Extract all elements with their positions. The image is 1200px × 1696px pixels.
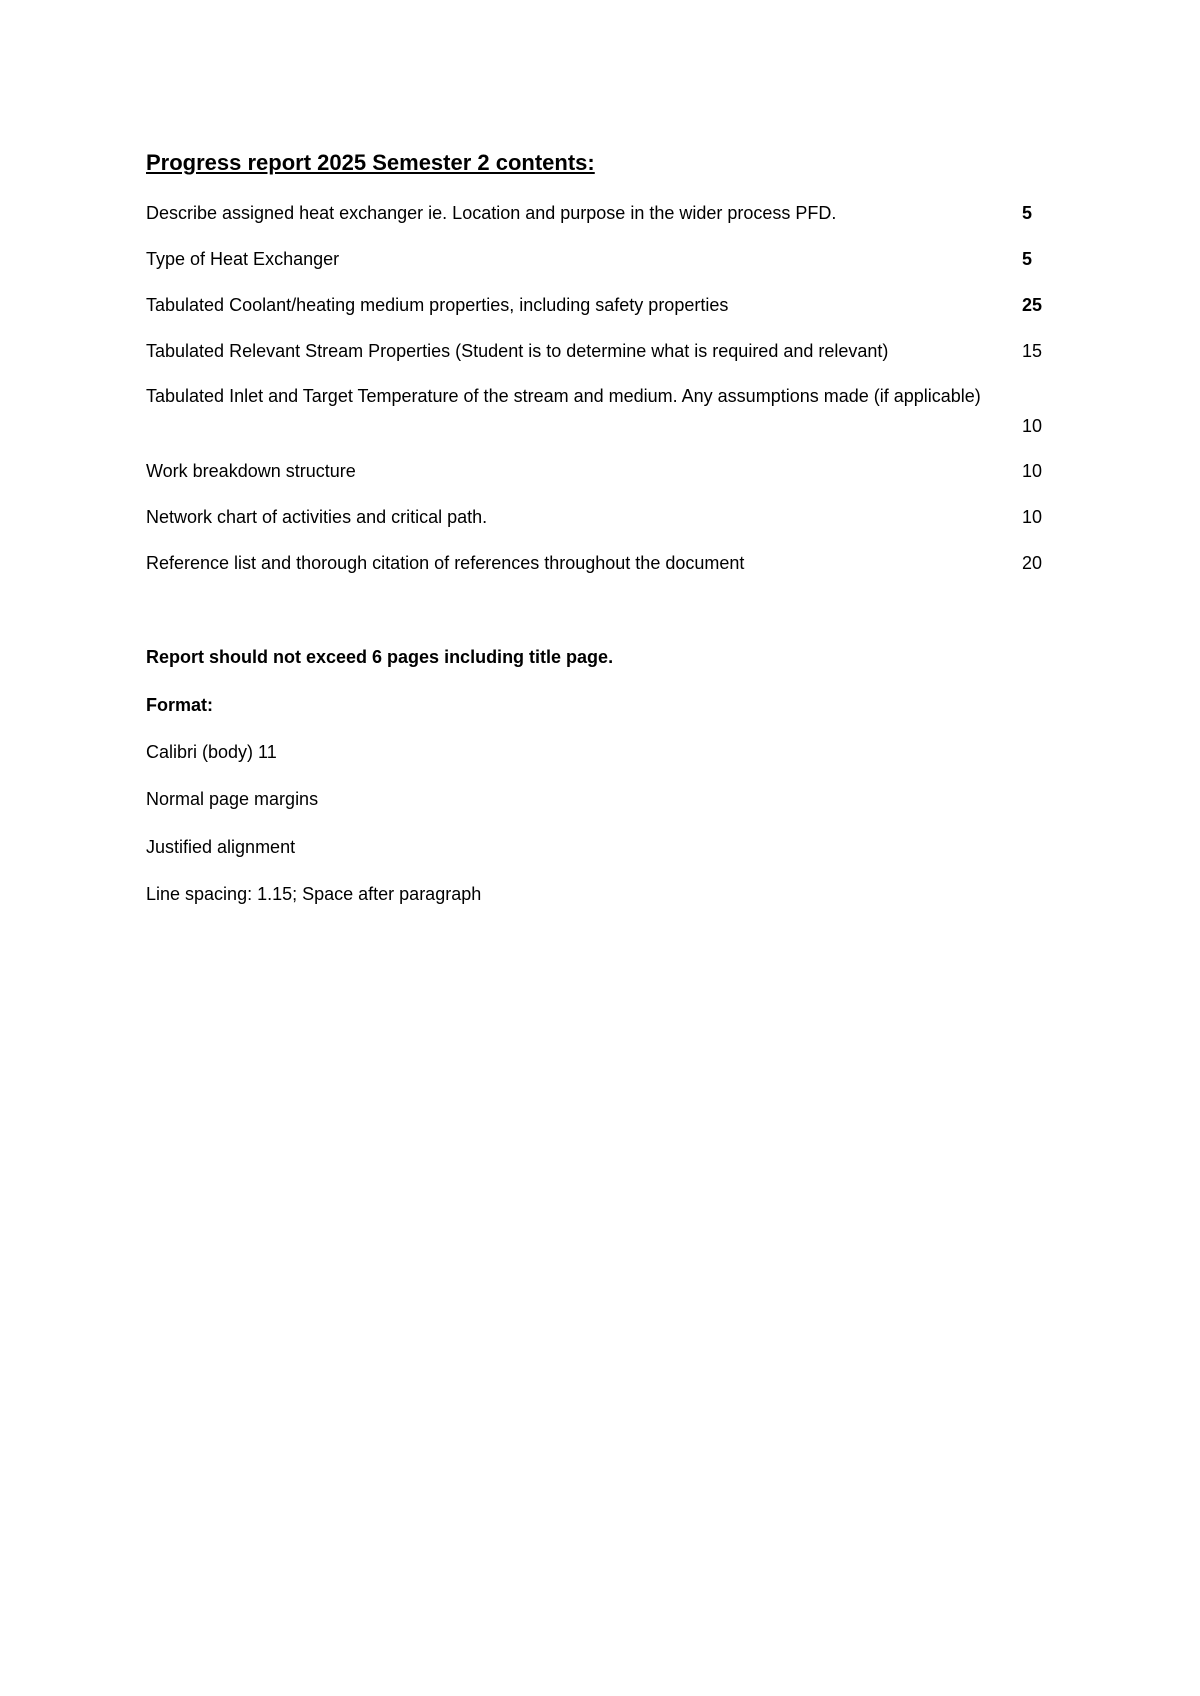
page-limit-note: Report should not exceed 6 pages including title page.: [146, 647, 614, 667]
contents-item: [146, 502, 1062, 532]
contents-item-label: Work breakdown structure: [146, 461, 356, 481]
contents-item-label: Type of Heat Exchanger: [146, 249, 340, 269]
contents-item: [146, 244, 1062, 274]
contents-item: [146, 336, 1062, 366]
format-item: Calibri (body) 11: [146, 742, 277, 762]
contents-item-label: Network chart of activities and critical path.: [146, 507, 488, 527]
contents-item: [146, 198, 1062, 228]
format-item: Justified alignment: [146, 837, 296, 857]
format-heading: Format:: [146, 695, 213, 715]
contents-item: [146, 381, 1062, 436]
format-item: Line spacing: 1.15; Space after paragraph: [146, 884, 482, 904]
contents-item-label: Describe assigned heat exchanger ie. Location and purpose in the wider process PFD.: [146, 203, 837, 223]
contents-item-marks: 25: [1022, 295, 1043, 315]
contents-item-label: Tabulated Relevant Stream Properties (Student is to determine what is required and relevant): [146, 341, 889, 361]
contents-item-label: Tabulated Inlet and Target Temperature of the stream and medium. Any assumptions made (if applicable): [146, 386, 981, 406]
contents-item: [146, 456, 1062, 486]
contents-item-label: Reference list and thorough citation of references throughout the document: [146, 553, 745, 573]
contents-item-marks: 10: [1022, 507, 1043, 527]
contents-item-marks: 15: [1022, 341, 1043, 361]
contents-item: [146, 290, 1062, 320]
contents-item-marks: 20: [1022, 553, 1043, 573]
contents-item-label: Tabulated Coolant/heating medium properties, including safety properties: [146, 295, 729, 315]
contents-item-marks: 10: [1022, 416, 1043, 436]
contents-item-marks: 5: [1022, 249, 1033, 269]
contents-item: [146, 548, 1062, 578]
contents-item-marks: 5: [1022, 203, 1033, 223]
document-title: Progress report 2025 Semester 2 contents:: [146, 150, 595, 175]
contents-item-marks: 10: [1022, 461, 1043, 481]
format-item: Normal page margins: [146, 789, 319, 809]
